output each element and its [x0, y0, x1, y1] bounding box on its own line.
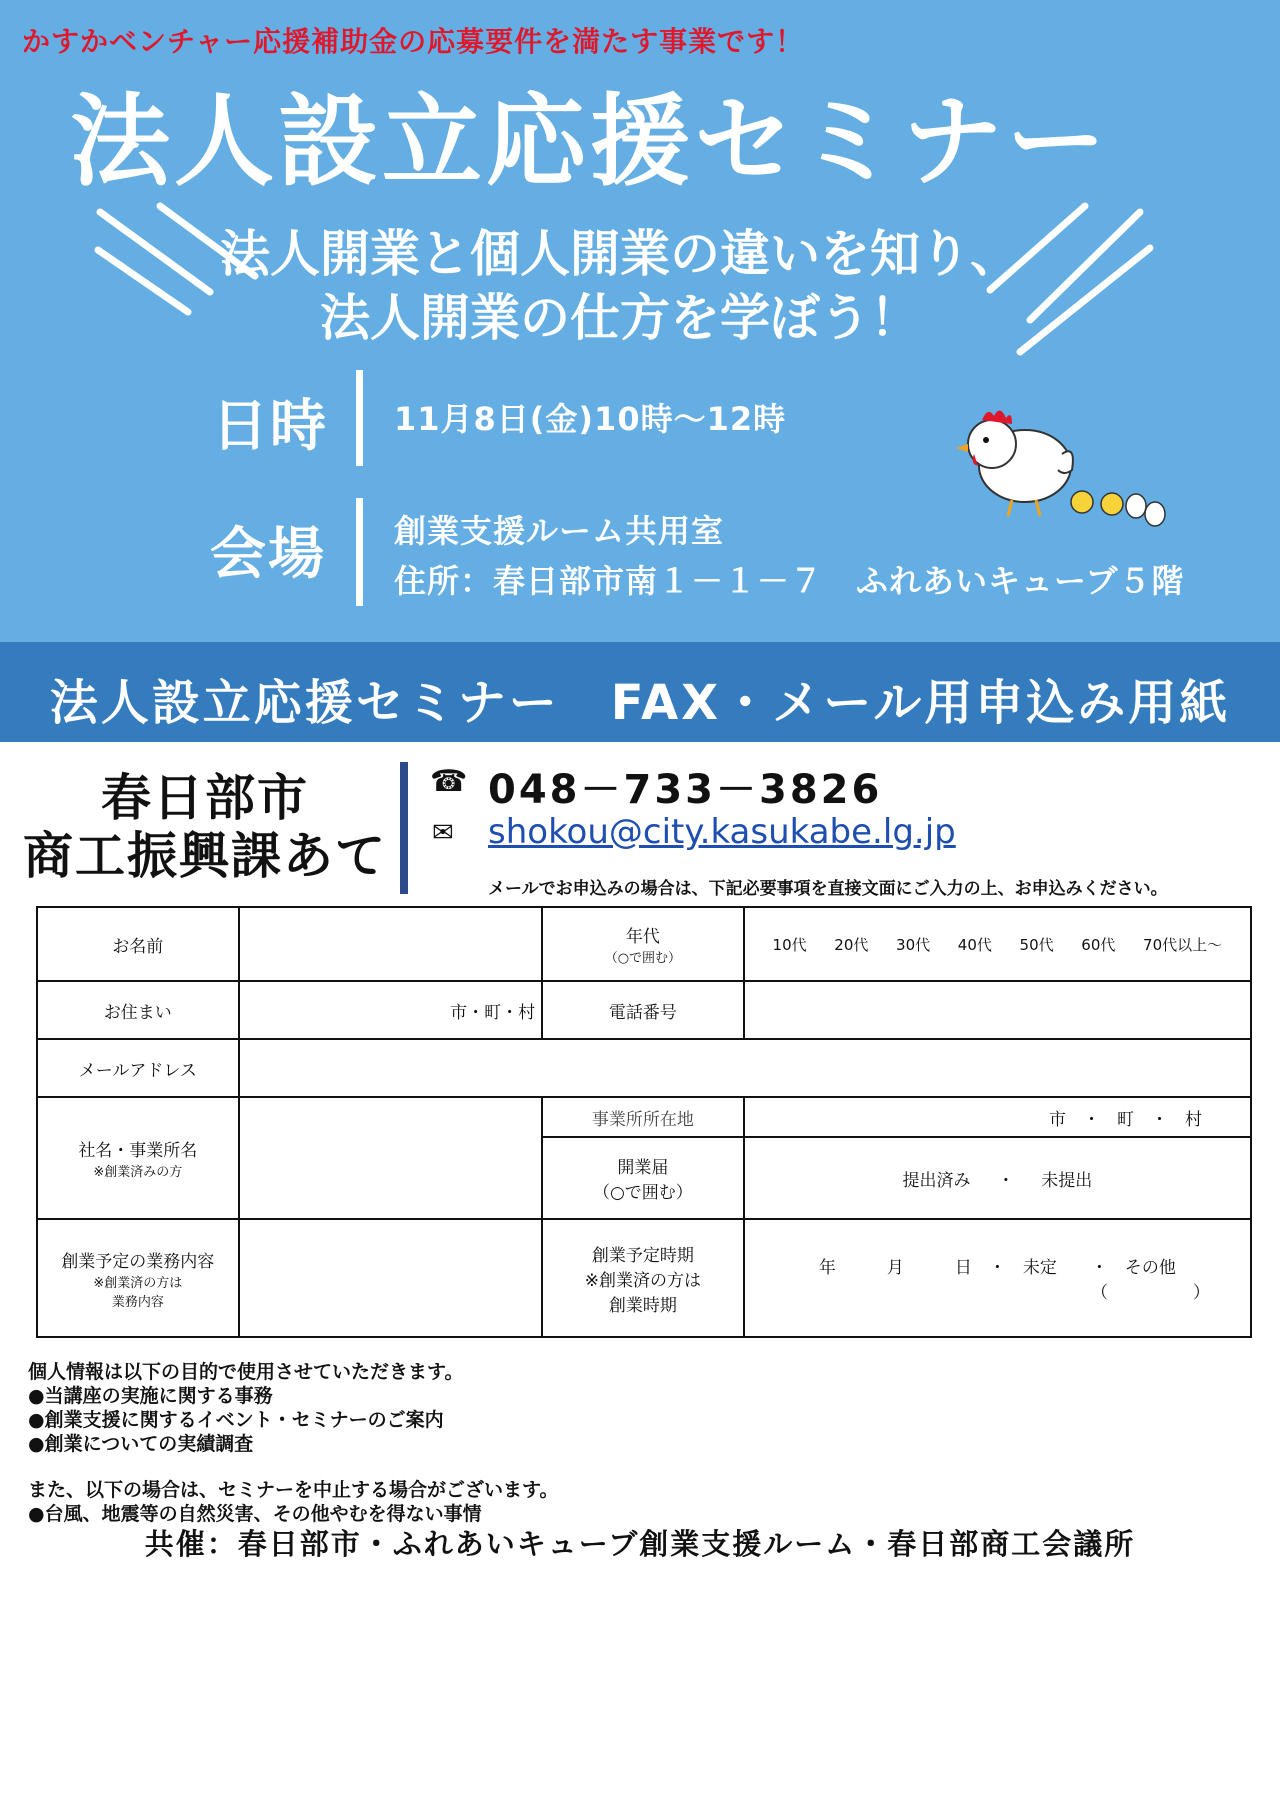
envelope-icon: ✉ [432, 818, 454, 848]
subtitle-line-1: 法人開業と個人開業の違いを知り、 [220, 225, 1020, 283]
form-title: 法人設立応援セミナー FAX・メール用申込み用紙 [49, 675, 1231, 731]
form-band [0, 642, 1280, 742]
age-option[interactable]: 30代 [896, 935, 931, 954]
opening-done[interactable]: 提出済み [902, 1170, 971, 1191]
age-option[interactable]: 70代以上～ [1143, 935, 1223, 954]
age-option[interactable]: 20代 [834, 935, 869, 954]
period-label-cell [542, 1219, 744, 1337]
hero-banner [0, 0, 1280, 742]
privacy-item: ●当講座の実施に関する事務 [28, 1385, 273, 1407]
name-label: お名前 [37, 907, 239, 981]
venue-name: 創業支援ルーム共用室 [394, 512, 725, 550]
age-label: 年代 [625, 927, 660, 947]
company-label-cell [37, 1097, 239, 1219]
subsidy-note: かすかベンチャー応援補助金の応募要件を満たす事業です！ [22, 25, 805, 58]
cohost-footer: 共催：春日部市・ふれあいキューブ創業支援ルーム・春日部商工会議所 [144, 1527, 1136, 1561]
age-option[interactable]: 60代 [1081, 935, 1116, 954]
age-option[interactable]: 10代 [772, 935, 807, 954]
destination-city: 春日部市 [101, 769, 309, 827]
age-options[interactable] [744, 907, 1251, 981]
age-option[interactable]: 40代 [957, 935, 992, 954]
opening-dot: ・ [997, 1170, 1015, 1191]
company-field[interactable] [239, 1097, 542, 1219]
application-form [36, 906, 1252, 1338]
fax-icon: ☎ [430, 764, 468, 799]
opening-not[interactable]: 未提出 [1041, 1170, 1093, 1191]
venue-divider [356, 498, 363, 606]
privacy-item: ●創業についての実績調査 [28, 1433, 254, 1455]
address-field[interactable] [239, 981, 542, 1039]
business-field[interactable] [239, 1219, 542, 1337]
email-link[interactable]: shokou@city.kasukabe.lg.jp [488, 812, 956, 852]
company-label: 社名・事業所名 [78, 1141, 198, 1161]
location-label: 事業所所在地 [542, 1097, 744, 1137]
page-title: 法人設立応援セミナー [70, 83, 1110, 200]
business-label: 創業予定の業務内容 [61, 1251, 215, 1272]
name-field[interactable] [239, 907, 542, 981]
date-value: 11月8日(金)10時～12時 [394, 400, 787, 438]
age-option[interactable]: 50代 [1019, 935, 1054, 954]
phone-field[interactable] [744, 981, 1251, 1039]
period-sub-1: ※創業済の方は [584, 1270, 702, 1291]
venue-label: 会場 [210, 522, 326, 587]
mail-note: メールでお申込みの場合は、下記必要事項を直接文面にご入力の上、お申込みください。 [488, 879, 1168, 899]
period-options: 年 月 日 ・ 未定 ・ その他 [818, 1258, 1176, 1278]
opening-options[interactable] [744, 1137, 1251, 1219]
opening-label: 開業届 [617, 1158, 669, 1178]
privacy-heading: 個人情報は以下の目的で使用させていただきます。 [28, 1361, 464, 1383]
cancel-item: ●台風、地震等の自然災害、その他やむを得ない事情 [28, 1503, 482, 1525]
date-label: 日時 [212, 394, 328, 459]
venue-address: 住所：春日部市南１－１－７ ふれあいキューブ５階 [394, 562, 1185, 600]
phone-label: 電話番号 [542, 981, 744, 1039]
age-sub: （○で囲む） [604, 951, 682, 966]
address-label: お住まい [37, 981, 239, 1039]
business-sub-2: 業務内容 [111, 1294, 164, 1310]
business-label-cell [37, 1219, 239, 1337]
subtitle-line-2: 法人開業の仕方を学ぼう！ [320, 289, 920, 347]
email-field[interactable] [239, 1039, 1251, 1097]
company-sub: ※創業済みの方 [93, 1165, 183, 1180]
business-sub-1: ※創業済の方は [93, 1275, 183, 1291]
period-paren: （ ） [1091, 1283, 1210, 1303]
chicken-illustration [950, 398, 1170, 538]
address-suffix: 市・町・村 [450, 1002, 536, 1023]
period-label: 創業予定時期 [591, 1245, 694, 1266]
fax-number: 048－733－3826 [488, 767, 883, 813]
privacy-notice [28, 1360, 558, 1526]
cancel-heading: また、以下の場合は、セミナーを中止する場合がございます。 [28, 1479, 559, 1501]
opening-label-cell [542, 1137, 744, 1219]
contact-divider [400, 762, 408, 894]
period-sub-2: 創業時期 [608, 1295, 677, 1316]
email-label: メールアドレス [37, 1039, 239, 1097]
location-field[interactable] [744, 1097, 1251, 1137]
opening-sub: （○で囲む） [592, 1183, 693, 1203]
period-field[interactable] [744, 1219, 1251, 1337]
date-divider [356, 370, 363, 466]
age-label-cell [542, 907, 744, 981]
destination-department: 商工振興課あて [23, 827, 387, 885]
privacy-item: ●創業支援に関するイベント・セミナーのご案内 [28, 1409, 444, 1431]
location-suffix: 市 ・ 町 ・ 村 [1049, 1109, 1202, 1130]
